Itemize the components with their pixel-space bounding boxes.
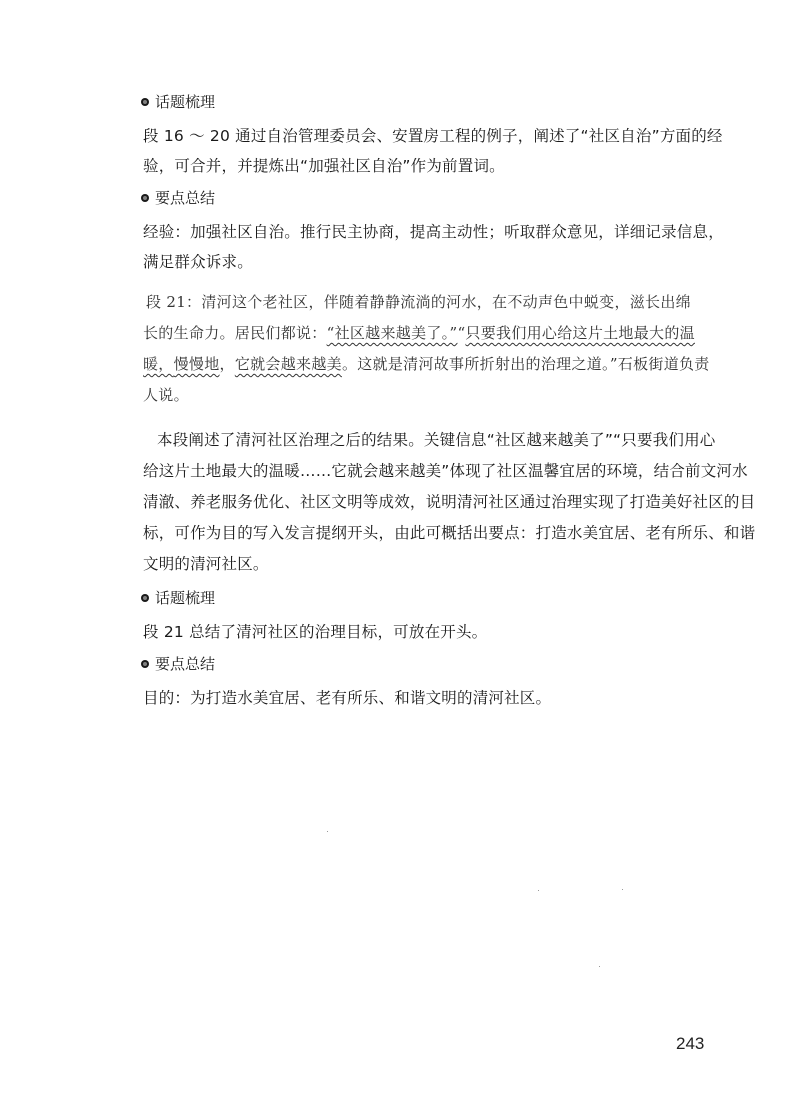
quote-text: 。这就是清河故事所折射出的治理之道。”石板街道负责 [341,355,710,373]
section-heading-topic [141,91,215,112]
scan-speck [622,889,623,890]
quote-line: 段 21：清河这个老社区，伴随着静静流淌的河水，在不动声色中蜕变，滋长出绵 [146,293,691,311]
quote-text: 长的生命力。居民们都说： [143,324,327,342]
bullet-icon [141,98,149,106]
quote-text: ， [219,355,235,373]
body-line: 段 21 总结了清河社区的治理目标，可放在开头。 [143,623,488,641]
section-heading-summary [141,653,215,674]
quote-line: 人说。 [143,386,189,404]
scan-speck [538,890,539,891]
key-info-underlined: 暖， [143,355,174,373]
scan-speck [599,966,600,967]
heading-text: 要点总结 [155,655,216,673]
body-line: 满足群众诉求。 [143,253,253,271]
key-info-underlined: 它就会越来越美 [234,355,342,373]
scan-speck [327,831,328,832]
key-info-underlined: 慢慢地 [173,355,220,373]
bullet-icon [141,194,149,202]
analysis-line: 给这片土地最大的温暖……它就会越来越美”体现了社区温馨宜居的环境，结合前文河水 [143,462,748,480]
body-line: 验，可合并，并提炼出“加强社区自治”作为前置词。 [143,157,505,175]
quote-line [143,322,695,343]
analysis-line: 清澈、养老服务优化、社区文明等成效，说明清河社区通过治理实现了打造美好社区的目 [143,493,756,511]
quote-line [143,353,710,374]
bullet-icon [141,660,149,668]
heading-text: 话题梳理 [155,589,216,607]
body-line: 目的：为打造水美宜居、老有所乐、和谐文明的清河社区。 [143,689,552,707]
bullet-icon [141,594,149,602]
quote-text: “ [457,324,466,342]
key-info-underlined: 只要我们用心给这片土地最大的温 [465,324,695,342]
section-heading-topic [141,587,215,608]
body-line: 段 16 ～ 20 通过自治管理委员会、安置房工程的例子，阐述了“社区自治”方面的经 [143,127,723,145]
analysis-line: 文明的清河社区。 [143,555,269,573]
body-line: 经验：加强社区自治。推行民主协商，提高主动性；听取群众意见，详细记录信息， [143,223,724,241]
page-number: 243 [676,1034,705,1053]
heading-text: 要点总结 [155,189,216,207]
analysis-line: 本段阐述了清河社区治理之后的结果。关键信息“社区越来越美了”“只要我们用心 [157,431,716,449]
analysis-line: 标，可作为目的写入发言提纲开头，由此可概括出要点：打造水美宜居、老有所乐、和谐 [143,524,756,542]
heading-text: 话题梳理 [155,93,216,111]
section-heading-summary [141,187,215,208]
key-info-underlined: “社区越来越美了。” [326,324,458,342]
